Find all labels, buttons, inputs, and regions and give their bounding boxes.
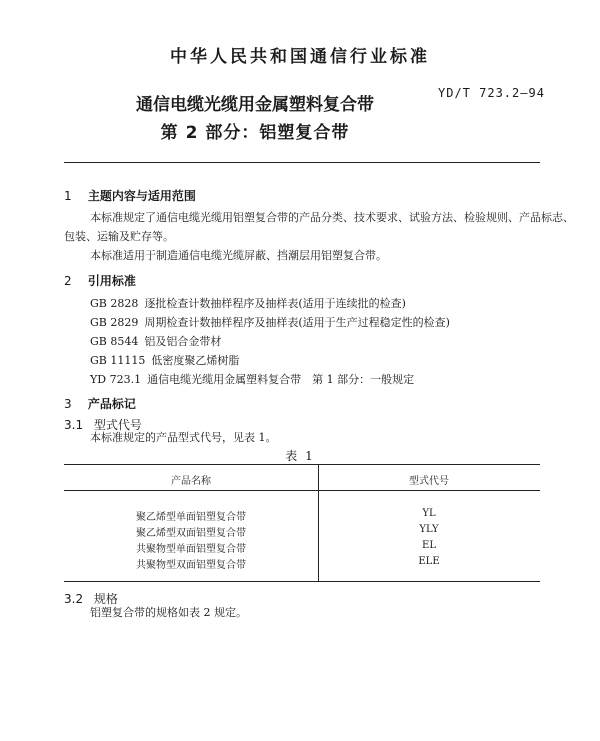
ref-code: GB 11115 (90, 354, 146, 367)
table-cell-code: ELE (418, 556, 440, 567)
section-number: 3 (64, 397, 72, 411)
header-divider (64, 162, 540, 163)
section-title: 主题内容与适用范围 (87, 189, 196, 203)
table-cell-name: 聚乙烯型单面铝塑复合带 (136, 512, 246, 523)
section-title: 产品标记 (87, 397, 136, 411)
section-1-para-1a: 本标准规定了通信电缆光缆用铝塑复合带的产品分类、技术要求、试验方法、检验规则、产品标志、 (90, 211, 574, 224)
section-3-heading (64, 395, 136, 412)
section-1-heading (64, 187, 196, 204)
section-1-para-2: 本标准适用于制造通信电缆光缆屏蔽、挡潮层用铝塑复合带。 (90, 249, 387, 262)
table-cell-code: YL (422, 508, 436, 519)
ref-text: 低密度聚乙烯树脂 (151, 354, 240, 367)
ref-item (90, 314, 450, 330)
ref-item (90, 333, 221, 349)
section-number: 1 (64, 189, 72, 203)
section-2-heading (64, 272, 136, 289)
section-number: 3.1 (64, 418, 84, 432)
table-cell-code: YLY (419, 524, 439, 535)
table-bottom-rule (64, 581, 540, 582)
ref-item (90, 295, 406, 311)
section-1-para-1b: 包装、运输及贮存等。 (64, 230, 174, 243)
table-caption: 表 1 (285, 449, 315, 463)
table-header-type-code: 型式代号 (409, 476, 449, 487)
ref-text: 通信电缆光缆用金属塑料复合带 第 1 部分：一般规定 (147, 373, 415, 386)
table-cell-code: EL (422, 540, 436, 551)
doc-title-line1: 通信电缆光缆用金属塑料复合带 (136, 95, 374, 115)
section-title: 引用标准 (87, 274, 136, 288)
doc-code: YD/T 723.2—94 (438, 86, 545, 100)
ref-item (90, 352, 239, 368)
ref-text: 铝及铝合金带材 (144, 335, 222, 348)
section-title: 规格 (93, 592, 118, 606)
table-header-rule (64, 490, 540, 491)
table-cell-name: 共聚物型单面铝塑复合带 (136, 544, 246, 555)
ref-code: YD 723.1 (90, 373, 142, 386)
ref-text: 逐批检查计数抽样程序及抽样表(适用于连续批的检查) (144, 297, 406, 310)
table-header-product-name: 产品名称 (171, 476, 211, 487)
section-title: 型式代号 (93, 418, 142, 432)
section-3-2-text: 铝塑复合带的规格如表 2 规定。 (90, 606, 247, 619)
ref-text: 周期检查计数抽样程序及抽样表(适用于生产过程稳定性的检查) (144, 316, 450, 329)
table-cell-name: 聚乙烯型双面铝塑复合带 (136, 528, 246, 539)
ref-code: GB 2829 (90, 316, 139, 329)
ref-code: GB 2828 (90, 297, 139, 310)
section-number: 3.2 (64, 592, 84, 606)
standard-header: 中华人民共和国通信行业标准 (170, 47, 430, 67)
doc-title-line2: 第 2 部分：铝塑复合带 (160, 123, 350, 143)
section-3-1-text: 本标准规定的产品型式代号，见表 1。 (90, 431, 277, 444)
section-number: 2 (64, 274, 72, 288)
table-top-rule (64, 464, 540, 465)
table-cell-name: 共聚物型双面铝塑复合带 (136, 560, 246, 571)
ref-item (90, 371, 414, 387)
ref-code: GB 8544 (90, 335, 139, 348)
